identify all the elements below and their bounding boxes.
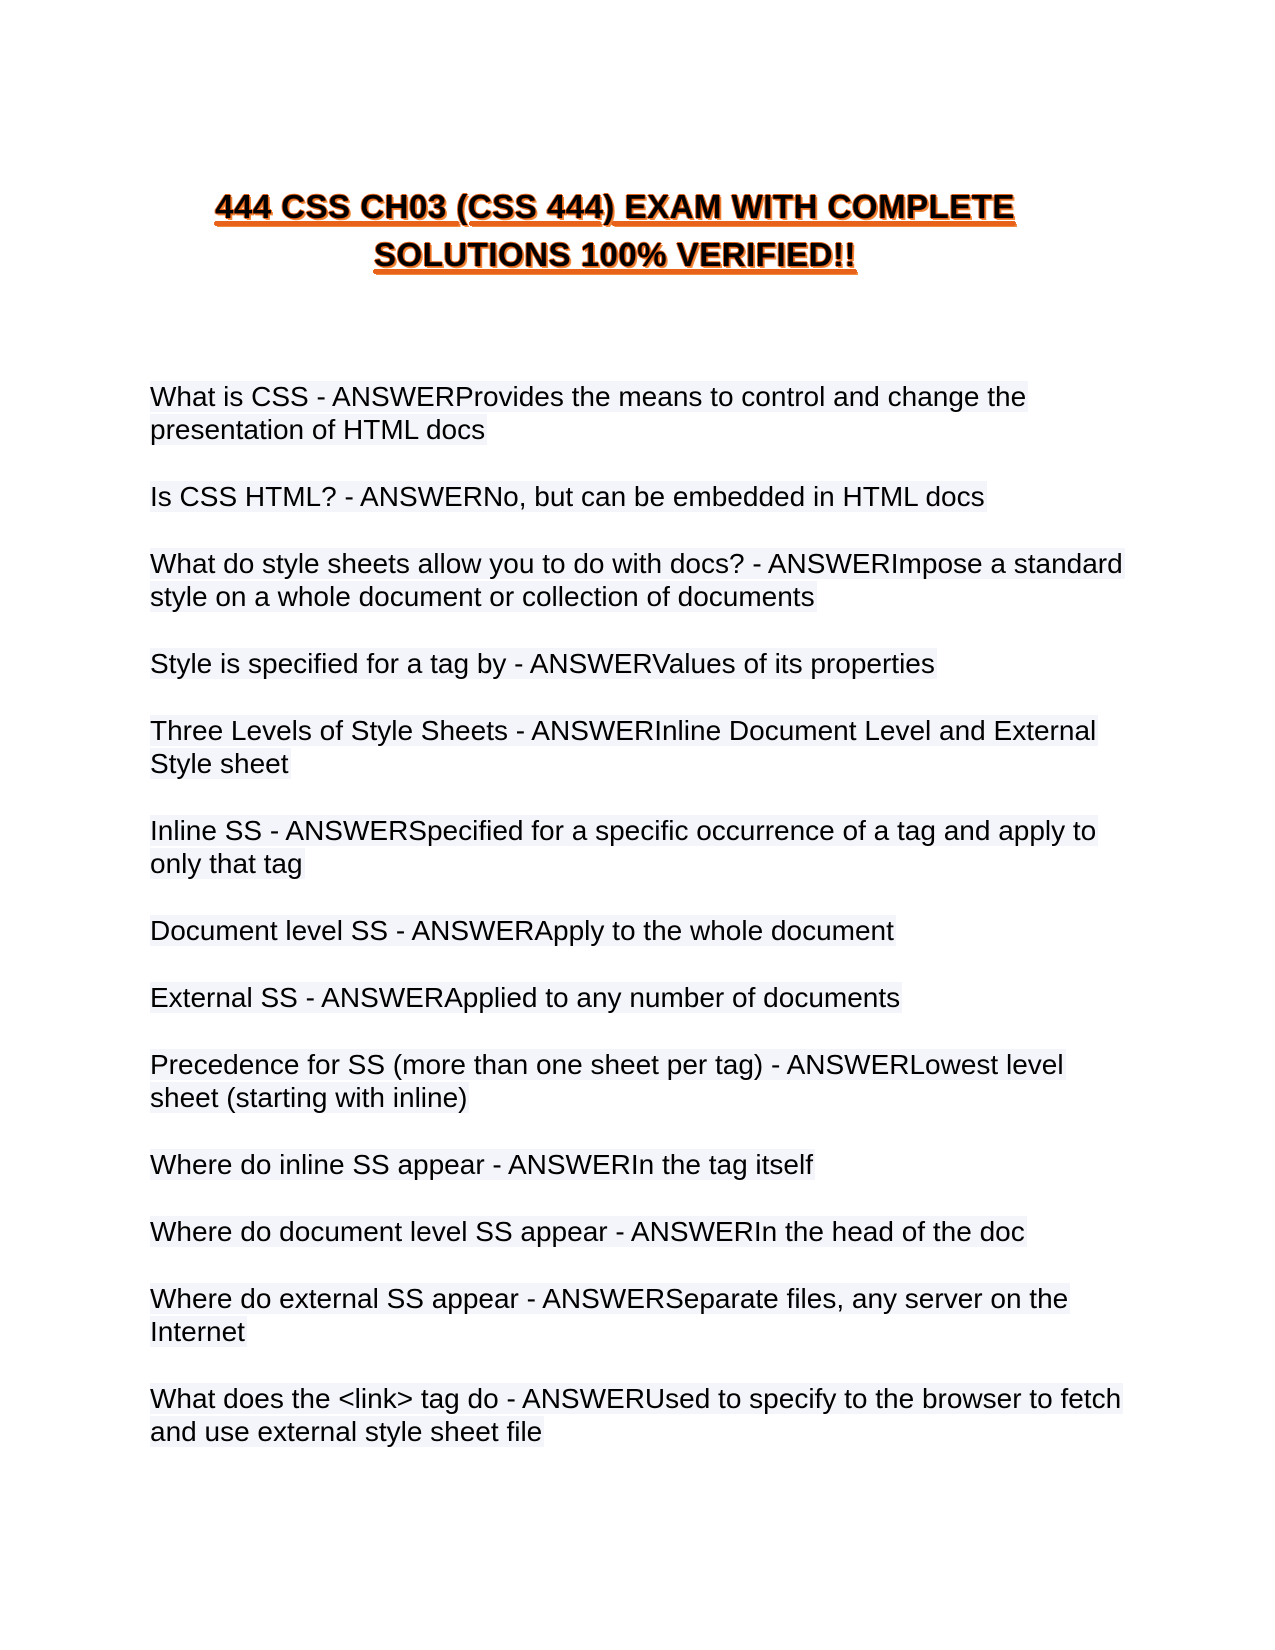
qa-item <box>150 380 1125 446</box>
qa-text: Inline SS - ANSWERSpecified for a specific occurrence of a tag and apply to only that tag <box>150 815 1097 879</box>
qa-text: Three Levels of Style Sheets - ANSWERInline Document Level and External Style sheet <box>150 715 1097 779</box>
qa-text: What do style sheets allow you to do with docs? - ANSWERImpose a standard style on a whole document or collection of documents <box>150 548 1123 612</box>
qa-text: Is CSS HTML? - ANSWERNo, but can be embedded in HTML docs <box>150 481 985 512</box>
qa-item <box>150 480 1125 513</box>
qa-text: Where do inline SS appear - ANSWERIn the tag itself <box>150 1149 813 1180</box>
qa-text: Where do document level SS appear - ANSWERIn the head of the doc <box>150 1216 1025 1247</box>
qa-item <box>150 647 1125 680</box>
qa-item <box>150 1215 1125 1248</box>
title-line-1: 444 CSS CH03 (CSS 444) EXAM WITH COMPLETE <box>215 188 1015 225</box>
qa-item <box>150 814 1125 880</box>
qa-item <box>150 1382 1125 1448</box>
qa-text: Where do external SS appear - ANSWERSeparate files, any server on the Internet <box>150 1283 1069 1347</box>
qa-item <box>150 1282 1125 1348</box>
qa-text: What is CSS - ANSWERProvides the means to control and change the presentation of HTML docs <box>150 381 1027 445</box>
qa-text: Precedence for SS (more than one sheet per tag) - ANSWERLowest level sheet (starting with inline) <box>150 1049 1064 1113</box>
qa-item <box>150 547 1125 613</box>
qa-item <box>150 1048 1125 1114</box>
qa-item <box>150 981 1125 1014</box>
qa-item <box>150 914 1125 947</box>
qa-list <box>150 380 1125 1482</box>
qa-text: Style is specified for a tag by - ANSWERValues of its properties <box>150 648 935 679</box>
qa-text: Document level SS - ANSWERApply to the whole document <box>150 915 894 946</box>
qa-item <box>150 1148 1125 1181</box>
qa-text: What does the <link> tag do - ANSWERUsed to specify to the browser to fetch and use external style sheet file <box>150 1383 1122 1447</box>
title-line-2: SOLUTIONS 100% VERIFIED!! <box>374 236 856 273</box>
qa-item <box>150 714 1125 780</box>
qa-text: External SS - ANSWERApplied to any number of documents <box>150 982 901 1013</box>
page-title <box>100 183 1130 279</box>
